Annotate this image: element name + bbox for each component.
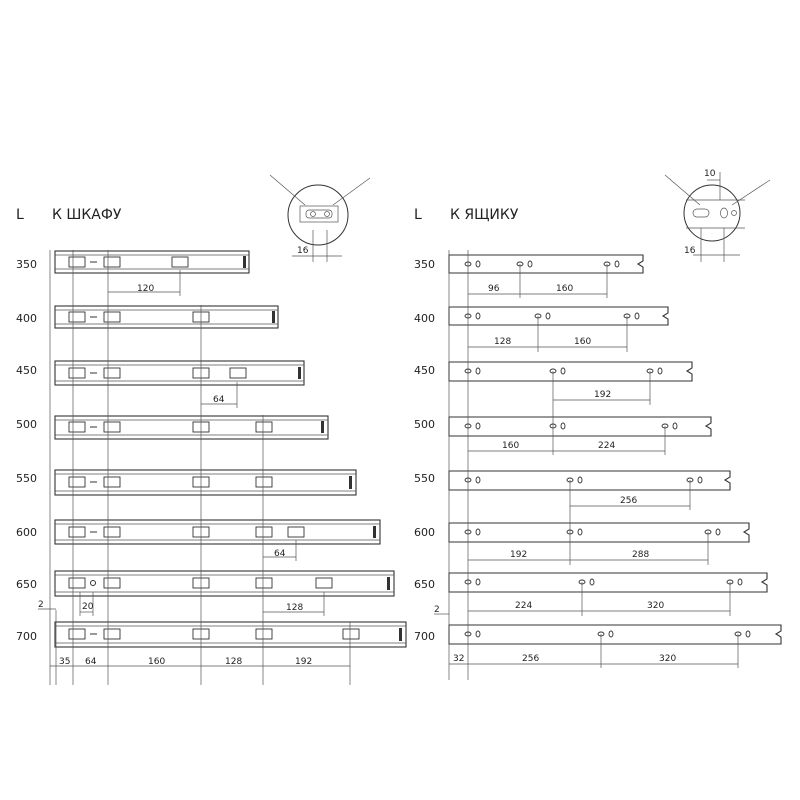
right-dim-192-450: 192 xyxy=(594,390,612,400)
right-dim-256-550: 256 xyxy=(620,496,638,506)
right-rail-650 xyxy=(449,573,767,592)
right-length-450: 450 xyxy=(414,364,435,377)
left-rail-450 xyxy=(55,361,304,385)
right-length-600: 600 xyxy=(414,526,435,539)
right-dim-128: 128 xyxy=(494,337,512,347)
left-dim-2: 2 xyxy=(38,600,44,610)
left-hole-detail xyxy=(270,175,370,262)
right-length-400: 400 xyxy=(414,312,435,325)
right-length-350: 350 xyxy=(414,258,435,271)
right-hole-detail xyxy=(665,169,770,262)
left-length-labels xyxy=(16,258,37,643)
right-detail-dim-10: 10 xyxy=(704,169,716,179)
right-rail-450 xyxy=(449,362,692,381)
right-title: К ЯЩИКУ xyxy=(450,207,519,223)
right-length-labels xyxy=(414,258,435,643)
left-bottom-dim-128: 128 xyxy=(225,657,243,667)
right-dim-160-500: 160 xyxy=(502,441,520,451)
right-rail-400 xyxy=(449,307,668,325)
right-dim-224-650: 224 xyxy=(515,601,533,611)
left-rail-400 xyxy=(55,306,278,328)
left-dimensions xyxy=(38,270,350,667)
left-l-label: L xyxy=(16,207,24,223)
right-rail-500 xyxy=(449,417,711,436)
right-length-550: 550 xyxy=(414,472,435,485)
right-bottom-dim-32: 32 xyxy=(453,654,465,664)
right-rail-600 xyxy=(449,523,749,542)
right-dim-2: 2 xyxy=(434,605,440,615)
right-dim-224-500: 224 xyxy=(598,441,616,451)
right-dim-160-350: 160 xyxy=(556,284,574,294)
left-rail-650 xyxy=(55,571,394,596)
left-rail-350 xyxy=(55,251,249,273)
right-length-650: 650 xyxy=(414,578,435,591)
left-rail-500 xyxy=(55,416,328,439)
left-dim-64-600: 64 xyxy=(274,549,286,559)
left-length-350: 350 xyxy=(16,258,37,271)
left-dim-120: 120 xyxy=(137,284,155,294)
left-length-500: 500 xyxy=(16,418,37,431)
left-bottom-dim-192: 192 xyxy=(295,657,313,667)
right-l-label: L xyxy=(414,207,422,223)
left-length-600: 600 xyxy=(16,526,37,539)
left-dim-64-450: 64 xyxy=(213,395,225,405)
right-bottom-dim-320: 320 xyxy=(659,654,677,664)
right-dim-96: 96 xyxy=(488,284,500,294)
left-length-400: 400 xyxy=(16,312,37,325)
right-rail-700 xyxy=(449,625,781,644)
left-detail-dim-16: 16 xyxy=(297,246,309,256)
right-dim-192-600: 192 xyxy=(510,550,528,560)
left-dim-128: 128 xyxy=(286,603,304,613)
left-rail-550 xyxy=(55,470,356,495)
left-length-700: 700 xyxy=(16,630,37,643)
right-length-500: 500 xyxy=(414,418,435,431)
left-title: К ШКАФУ xyxy=(52,207,122,223)
right-rail-350 xyxy=(449,255,643,273)
left-bottom-dim-64: 64 xyxy=(85,657,97,667)
right-dim-320-650: 320 xyxy=(647,601,665,611)
left-length-450: 450 xyxy=(16,364,37,377)
left-length-650: 650 xyxy=(16,578,37,591)
left-bottom-dim-160: 160 xyxy=(148,657,166,667)
right-dim-160-400: 160 xyxy=(574,337,592,347)
left-dim-20: 20 xyxy=(82,602,94,612)
right-detail-dim-16: 16 xyxy=(684,246,696,256)
right-dim-288: 288 xyxy=(632,550,650,560)
right-length-700: 700 xyxy=(414,630,435,643)
left-rail-600 xyxy=(55,520,380,544)
right-rail-550 xyxy=(449,471,730,490)
right-bottom-dim-256: 256 xyxy=(522,654,540,664)
left-bottom-dim-35: 35 xyxy=(59,657,71,667)
left-length-550: 550 xyxy=(16,472,37,485)
